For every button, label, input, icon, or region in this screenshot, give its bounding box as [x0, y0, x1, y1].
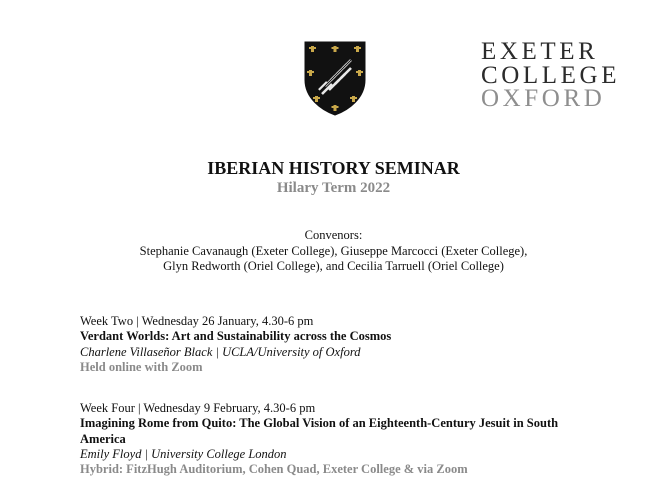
- event-title: Verdant Worlds: Art and Sustainability across the Cosmos: [80, 329, 392, 344]
- seminar-title: IBERIAN HISTORY SEMINAR: [207, 158, 460, 178]
- event-title: Imagining Rome from Quito: The Global Vision of an Eighteenth-Century Jesuit in South: [80, 416, 559, 431]
- event-speaker: Charlene Villaseñor Black | UCLA/University of Oxford: [80, 344, 361, 359]
- convenors-line: Stephanie Cavanaugh (Exeter College), Giuseppe Marcocci (Exeter College),: [139, 243, 528, 258]
- convenors-line: Glyn Redworth (Oriel College), and Cecilia Tarruell (Oriel College): [163, 259, 504, 273]
- event-speaker: Emily Floyd | University College London: [80, 446, 287, 461]
- convenors-block: [0, 228, 667, 275]
- convenors-label: Convenors:: [304, 228, 363, 242]
- wordmark-line-oxford: OXFORD: [481, 85, 606, 112]
- wordmark-line-exeter: EXETER: [481, 38, 599, 65]
- event-venue: Held online with Zoom: [80, 359, 203, 374]
- seminar-heading: [0, 157, 667, 198]
- seminar-event: [80, 314, 580, 375]
- seminar-event: [80, 401, 580, 477]
- wordmark-line-college: COLLEGE: [481, 61, 621, 89]
- event-date: Week Two | Wednesday 26 January, 4.30-6 pm: [80, 314, 314, 328]
- exeter-college-shield-icon: [303, 40, 367, 116]
- event-date: Week Four | Wednesday 9 February, 4.30-6 pm: [80, 401, 316, 415]
- event-venue: Hybrid: FitzHugh Auditorium, Cohen Quad, Exeter College & via Zoom: [80, 462, 468, 477]
- college-wordmark: [481, 40, 620, 111]
- term-subtitle: Hilary Term 2022: [276, 180, 391, 196]
- event-title-continued: America: [80, 431, 126, 446]
